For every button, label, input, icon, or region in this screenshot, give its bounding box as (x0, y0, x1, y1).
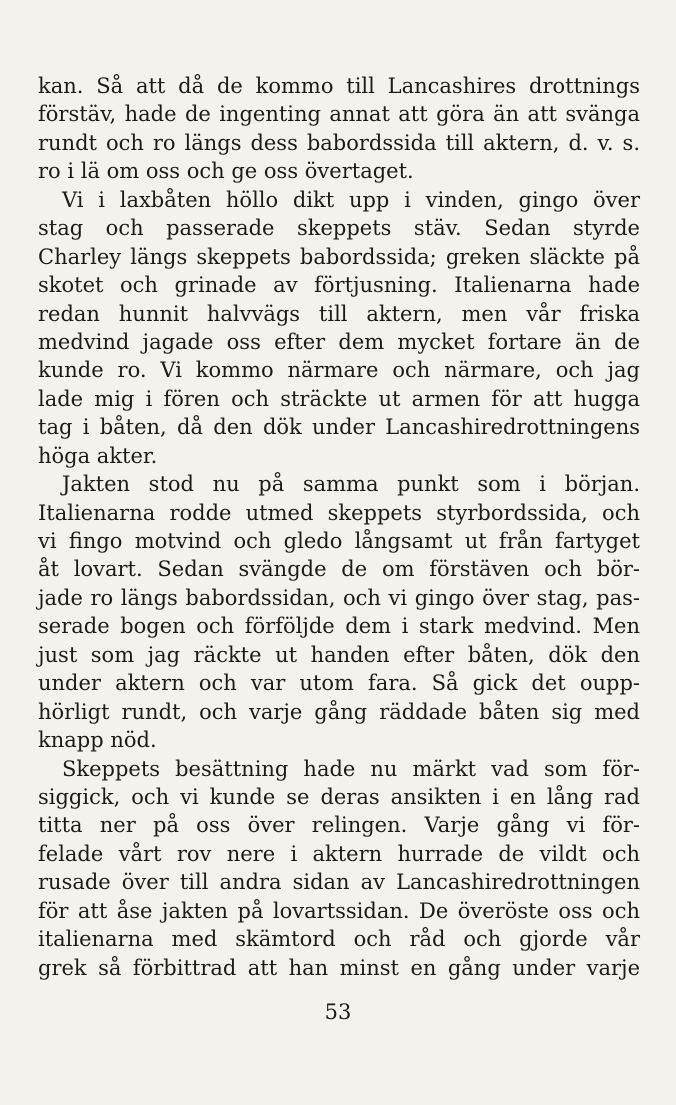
text-line: Jakten stod nu på samma punkt som i början. (62, 472, 640, 497)
text-line: medvind jagade oss efter dem mycket fortare än de (38, 329, 640, 354)
text-line: förstäv, hade de ingenting annat att göra än att svänga (38, 102, 640, 127)
text-line: kunde ro. Vi kommo närmare och närmare, och jag (38, 358, 640, 383)
text-line: stag och passerade skeppets stäv. Sedan styrde (38, 216, 640, 241)
text-line: höga akter. (38, 443, 158, 468)
text-line: hörligt rundt, och varje gång räddade båten sig med (38, 699, 640, 724)
text-line: vi fingo motvind och gledo långsamt ut från fartyget (38, 529, 640, 553)
text-line: just som jag räckte ut handen efter båten, dök den (38, 642, 640, 667)
text-line: knapp nöd. (38, 728, 157, 753)
text-line: under aktern och var utom fara. Så gick det oupp- (38, 671, 640, 696)
text-line: åt lovart. Sedan svängde de om förstäven och bör- (38, 557, 640, 582)
text-line: italienarna med skämtord och råd och gjorde vår (38, 927, 640, 952)
body-text (38, 72, 640, 982)
text-line: siggick, och vi kunde se deras ansikten i en lång rad (38, 784, 640, 809)
text-line: serade bogen och förföljde dem i stark medvind. Men (38, 614, 640, 639)
page-number: 53 (324, 1000, 352, 1024)
text-line: Skeppets besättning hade nu märkt vad som för- (62, 756, 640, 781)
text-line: Vi i laxbåten höllo dikt upp i vinden, gingo över (62, 187, 640, 212)
text-line: Italienarna rodde utmed skeppets styrbordssida, och (38, 500, 640, 525)
text-line: grek så förbittrad att han minst en gång under varje (38, 955, 640, 980)
text-line: skotet och grinade av förtjusning. Italienarna hade (38, 273, 640, 298)
text-line: för att åse jakten på lovartssidan. De överöste oss och (38, 898, 640, 923)
text-line: kan. Så att då de kommo till Lancashires drottnings (38, 74, 640, 98)
text-line: titta ner på oss över relingen. Varje gång vi för- (38, 813, 640, 838)
text-line: jade ro längs babordssidan, och vi gingo över stag, pas- (38, 585, 640, 610)
text-line: Charley längs skeppets babordssida; greken släckte på (38, 244, 640, 269)
text-line: rusade över till andra sidan av Lancashiredrottningen (38, 870, 640, 895)
text-line: rundt och ro längs dess babordssida till aktern, d. v. s. (38, 130, 640, 155)
text-line: redan hunnit halvvägs till aktern, men vår friska (38, 301, 640, 326)
text-line: ro i lä om oss och ge oss övertaget. (38, 159, 414, 184)
text-line: tag i båten, då den dök under Lancashiredrottningens (38, 415, 640, 440)
text-line: lade mig i fören och sträckte ut armen för att hugga (38, 386, 640, 411)
text-line: felade vårt rov nere i aktern hurrade de vildt och (38, 841, 640, 866)
